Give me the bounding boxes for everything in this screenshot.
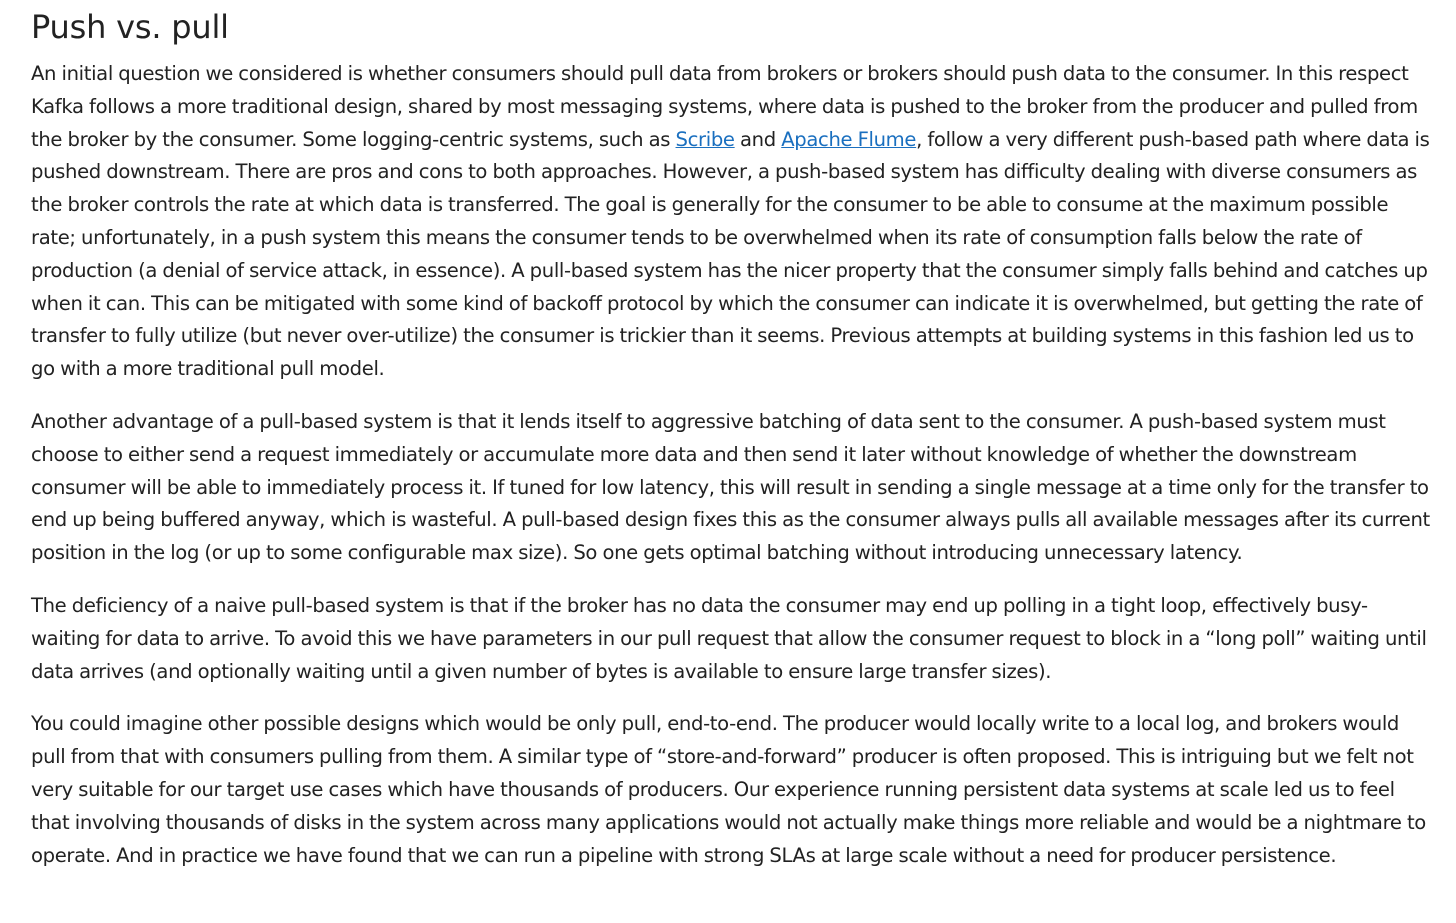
apache-flume-link[interactable]: Apache Flume (781, 127, 917, 151)
section-title: Push vs. pull (31, 8, 229, 46)
paragraph-1-part-3: , follow a very different push-based path where data is pushed downstream. There are pros and cons to both approaches. However, a push-based system has difficulty dealing with diverse consumers as the broker controls the rate at which data is transferred. The goal is generally for the consumer to be able to consume at the maximum possible rate; unfortunately, in a push system this means the consumer tends to be overwhelmed when its rate of consumption falls below the rate of production (a denial of service attack, in essence). A pull-based system has the nicer property that the consumer simply falls behind and catches up when it can. This can be mitigated with some kind of backoff protocol by which the consumer can indicate it is overwhelmed, but getting the rate of transfer to fully utilize (but never over-utilize) the consumer is trickier than it seems. Previous attempts at building systems in this fashion led us to go with a more traditional pull model. (31, 127, 1430, 381)
paragraph-4: You could imagine other possible designs which would be only pull, end-to-end. The producer would locally write to a local log, and brokers would pull from that with consumers pulling from them. A similar type of “store-and-forward” producer is often proposed. This is intriguing but we felt not very suitable for our target use cases which have thousands of producers. Our experience running persistent data systems at scale led us to feel that involving thousands of disks in the system across many applications would not actually make things more reliable and would be a nightmare to operate. And in practice we have found that we can run a pipeline with strong SLAs at large scale without a need for producer persistence. (31, 712, 1426, 867)
paragraph-2: Another advantage of a pull-based system is that it lends itself to aggressive batching of data sent to the consumer. A push-based system must choose to either send a request immediately or accumulate more data and then send it later without knowledge of whether the downstream consumer will be able to immediately process it. If tuned for low latency, this will result in sending a single message at a time only for the transfer to end up being buffered anyway, which is wasteful. A pull-based design fixes this as the consumer always pulls all available messages after its current position in the log (or up to some configurable max size). So one gets optimal batching without introducing unnecessary latency. (31, 409, 1430, 565)
scribe-link[interactable]: Scribe (675, 127, 735, 151)
paragraph-1 (31, 58, 1436, 386)
paragraph-3: The deficiency of a naive pull-based system is that if the broker has no data the consumer may end up polling in a tight loop, effectively busy-waiting for data to arrive. To avoid this we have parameters in our pull request that allow the consumer request to block in a “long poll” waiting until data arrives (and optionally waiting until a given number of bytes is available to ensure large transfer sizes). (31, 593, 1427, 683)
paragraph-1-part-2: and (734, 127, 782, 151)
paragraph-1-part-1: An initial question we considered is whether consumers should pull data from brokers or brokers should push data to the consumer. In this respect Kafka follows a more traditional design, shared by most messaging systems, where data is pushed to the broker from the producer and pulled from the broker by the consumer. Some logging-centric systems, such as (31, 62, 1418, 151)
